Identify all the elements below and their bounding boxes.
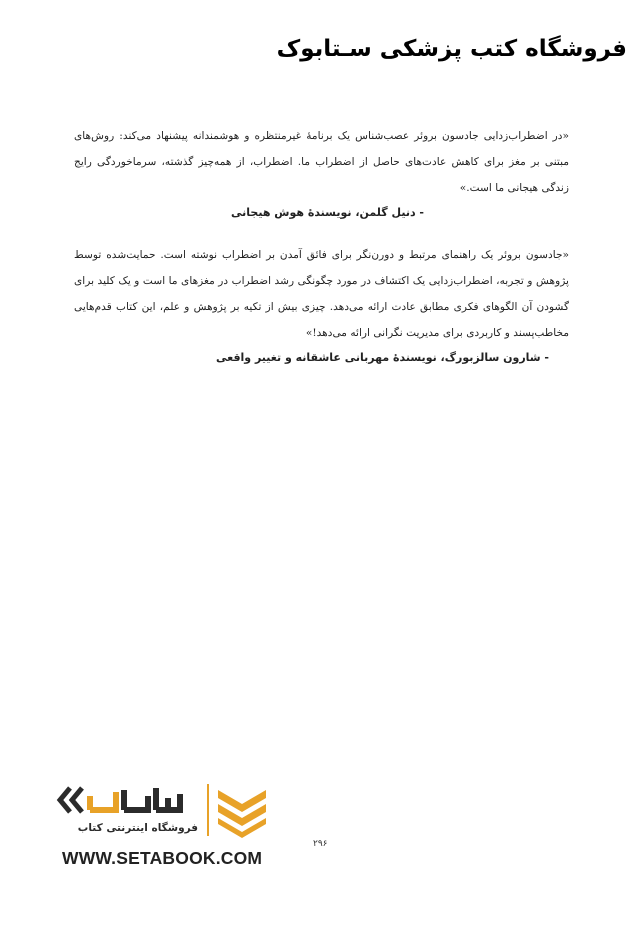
logo-url: WWW.SETABOOK.COM [62, 848, 263, 868]
quote-block [74, 123, 569, 225]
quote-attribution: - دنیل گلمن، نویسندهٔ هوش هیجانی [231, 206, 424, 219]
page-title: فروشگاه کتب پزشکی سـتابوک [276, 36, 627, 62]
logo-divider [207, 784, 209, 836]
brand-wordmark-icon [56, 780, 196, 820]
quote-block [74, 242, 569, 370]
quote-text: «در اضطراب‌زدایی جادسون بروئر عصب‌شناس یک برنامهٔ غیرمنتظره و هوشمندانه پیشنهاد می‌کند: روش‌های مبتنی بر مغز برای کاهش عادت‌های حاصل از اضطراب ما. اضطراب، از همه‌چیز گذشته، سرماخوردگی رایج زندگی هیجانی ما است.» [74, 130, 569, 194]
logo-subtitle: فروشگاه اینترنتی کتاب [77, 822, 198, 834]
page-number: ۲۹۶ [313, 839, 328, 849]
setabook-logo [56, 780, 276, 872]
stacked-books-icon [214, 784, 270, 838]
quote-text: «جادسون بروئر یک راهنمای مرتبط و دورن‌نگر برای فائق آمدن بر اضطراب نوشته است. حمایت‌شده توسط پژوهش و تجربه، اضطراب‌زدایی یک اکتشاف در مورد چگونگی رشد اضطراب در مغزهای ما است و یک کلید برای گشودن آن الگوهای فکری مطابق عادت ارائه می‌دهد. چیزی بیش از تکیه بر پژوهش و علم، این کتاب قدم‌هایی مخاطب‌پسند و کاربردی برای مدیریت نگرانی ارائه می‌دهد!» [74, 249, 569, 339]
quote-attribution: - شارون سالزبورگ، نویسندهٔ مهربانی عاشقانه و تغییر واقعی [215, 351, 549, 364]
